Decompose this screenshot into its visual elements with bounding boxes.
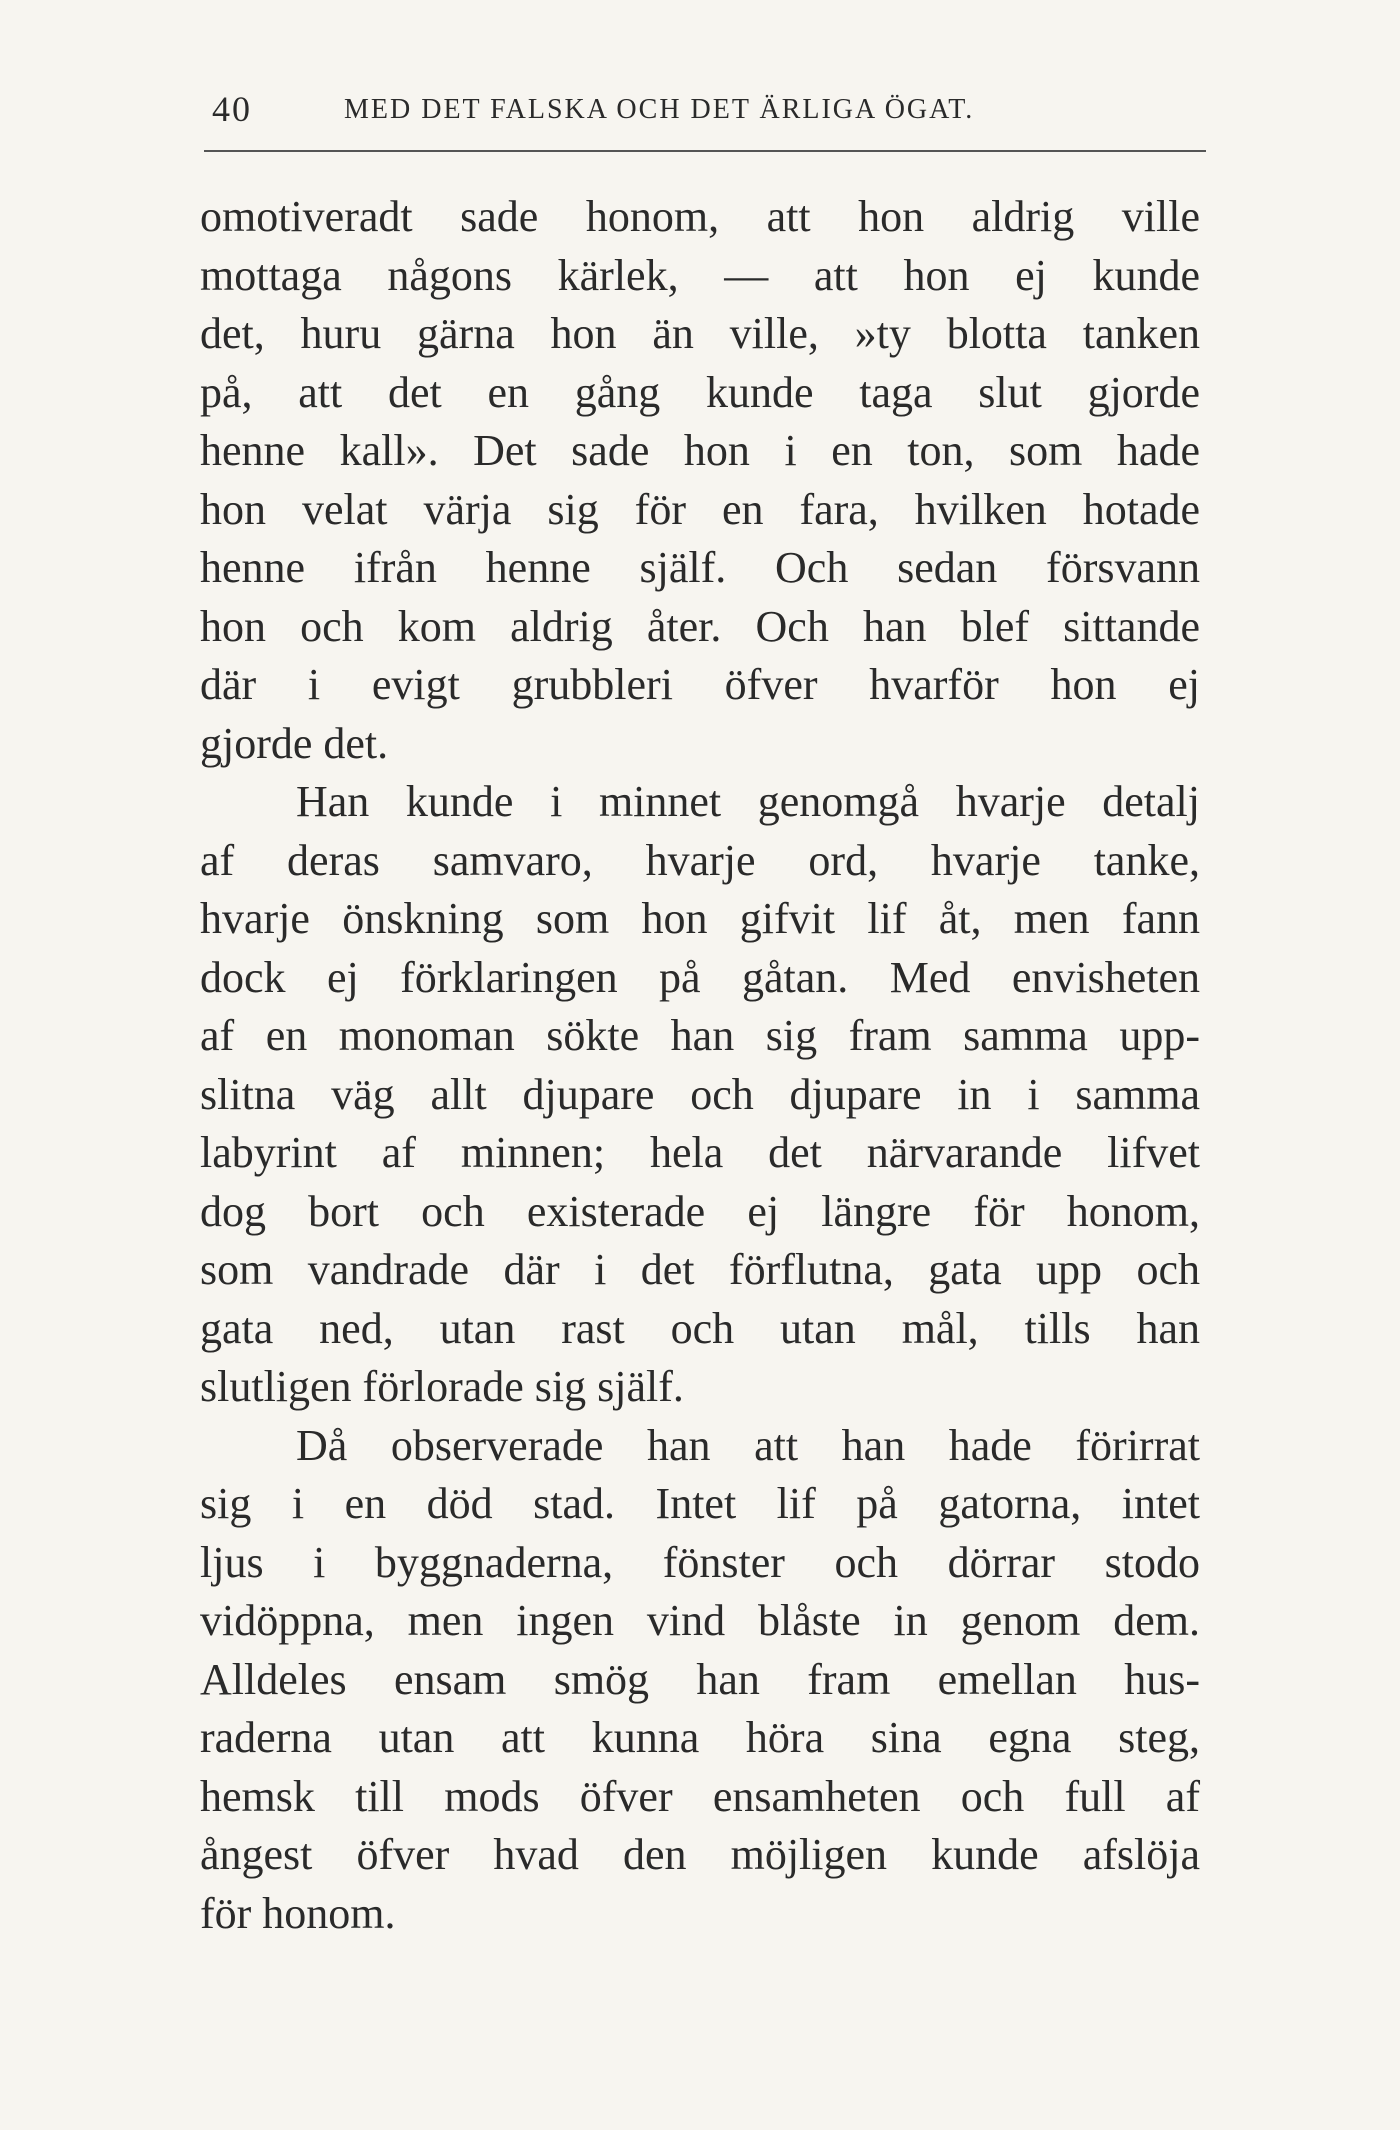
text-line: henne kall». Det sade hon i en ton, som hade (200, 426, 1200, 475)
text-line: det, huru gärna hon än ville, »ty blotta tanken (200, 309, 1200, 358)
body-text (200, 188, 1200, 1943)
paragraph (200, 188, 1200, 773)
text-line: omotiveradt sade honom, att hon aldrig ville (200, 192, 1200, 241)
text-line: för honom. (200, 1888, 396, 1938)
text-line: ångest öfver hvad den möjligen kunde afslöja (200, 1830, 1200, 1879)
text-line: hvarje önskning som hon gifvit lif åt, men fann (200, 894, 1200, 943)
header-rule (204, 150, 1206, 152)
paragraph (200, 1417, 1200, 1944)
text-line: hon och kom aldrig åter. Och han blef sittande (200, 601, 1200, 651)
text-line: hon velat värja sig för en fara, hvilken hotade (200, 484, 1200, 534)
text-line: Han kunde i minnet genomgå hvarje detalj (296, 777, 1200, 826)
text-line: Alldeles ensam smög han fram emellan hus- (200, 1654, 1200, 1704)
text-line: hemsk till mods öfver ensamheten och full af (200, 1771, 1200, 1821)
paragraph (200, 773, 1200, 1417)
text-line: Då observerade han att han hade förirrat (296, 1420, 1200, 1470)
text-line: på, att det en gång kunde taga slut gjorde (200, 367, 1200, 417)
text-line: gjorde det. (200, 718, 389, 768)
page-number: 40 (212, 89, 252, 129)
text-line: raderna utan att kunna höra sina egna steg, (200, 1713, 1200, 1762)
running-title: MED DET FALSKA OCH DET ÄRLIGA ÖGAT. (344, 94, 975, 125)
text-line: labyrint af minnen; hela det närvarande lifvet (200, 1128, 1200, 1177)
text-line: ljus i byggnaderna, fönster och dörrar stodo (200, 1537, 1200, 1587)
text-line: sig i en död stad. Intet lif på gatorna, intet (200, 1479, 1200, 1528)
text-line: slutligen förlorade sig själf. (200, 1362, 684, 1411)
text-line: där i evigt grubbleri öfver hvarför hon ej (200, 660, 1200, 709)
text-line: gata ned, utan rast och utan mål, tills han (200, 1303, 1200, 1353)
text-line: af en monoman sökte han sig fram samma upp- (200, 1011, 1200, 1060)
text-line: af deras samvaro, hvarje ord, hvarje tanke, (200, 835, 1200, 885)
text-line: dog bort och existerade ej längre för honom, (200, 1186, 1200, 1236)
text-line: som vandrade där i det förflutna, gata upp och (200, 1245, 1200, 1294)
running-head (212, 88, 1212, 138)
text-line: vidöppna, men ingen vind blåste in genom dem. (200, 1596, 1200, 1645)
text-line: mottaga någons kärlek, — att hon ej kunde (200, 250, 1200, 300)
text-line: slitna väg allt djupare och djupare in i samma (200, 1069, 1200, 1119)
text-line: dock ej förklaringen på gåtan. Med envisheten (200, 952, 1200, 1002)
text-line: henne ifrån henne själf. Och sedan försvann (200, 543, 1200, 592)
